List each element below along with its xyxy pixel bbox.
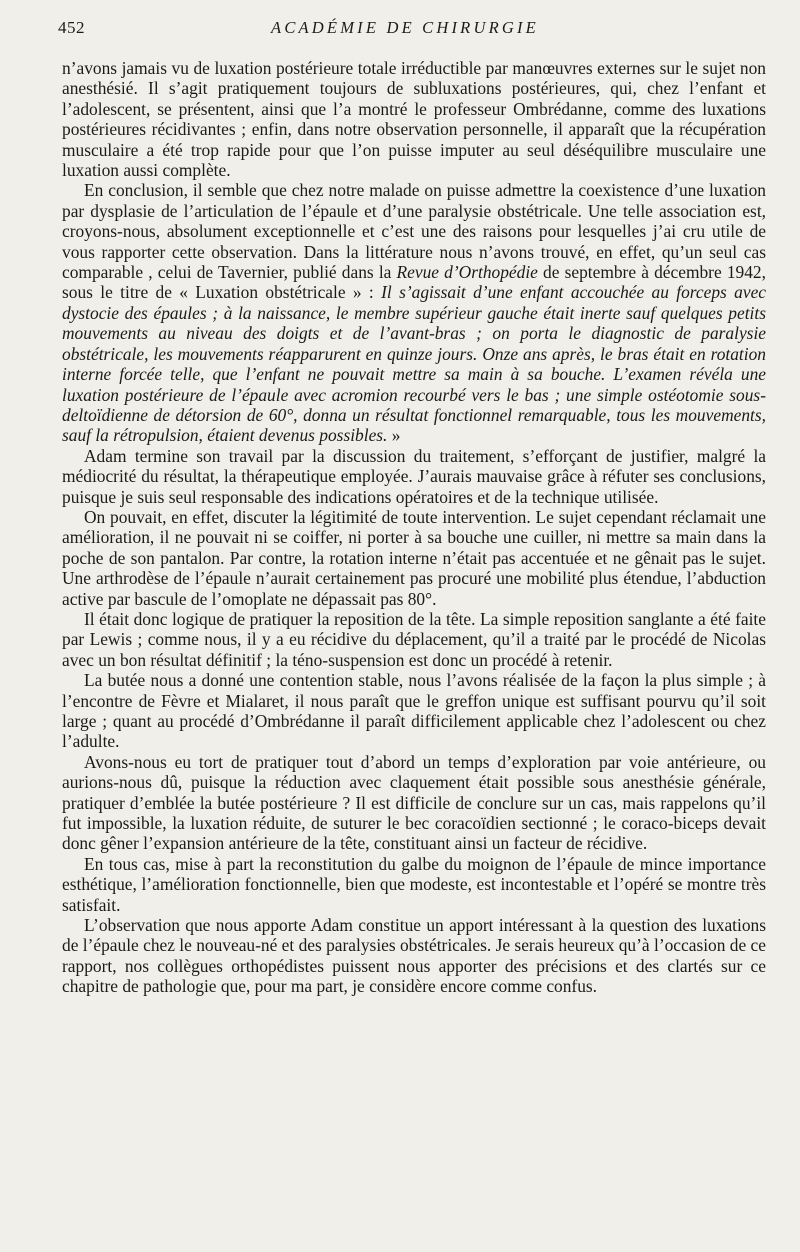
text-segment: Adam termine son travail par la discussion du traitement, s’efforçant de justifier, malgré la médiocrité du résultat, la thérapeutique employée. J’aurais mauvaise grâce à réfuter ses conclusions, puisque je suis seul responsable des indications opératoires et de la technique utilisée. (62, 445, 766, 507)
text-segment: La butée nous a donné une contention stable, nous l’avons réalisée de la façon la plus simple ; à l’encontre de Fèvre et Mialaret, il nous paraît que le greffon unique est suffisant pourvu qu’il soit large ; quant au procédé d’Ombrédanne il paraît difficilement applicable chez l’adolescent ou chez l’adulte. (62, 670, 766, 752)
text-segment: On pouvait, en effet, discuter la légitimité de toute intervention. Le sujet cependant réclamait une amélioration, il ne pouvait ni se coiffer, ni porter à sa bouche une cuiller, ni mettre sa main dans la poche de son pantalon. Par contre, la rotation interne n’était pas accentuée et ne gênait pas le sujet. Une arthrodèse de l’épaule n’aurait certainement pas procuré une mobilité plus étendue, l’abduction active par bascule de l’omoplate ne dépassait pas 80°. (62, 506, 766, 609)
text-segment: Il était donc logique de pratiquer la reposition de la tête. La simple reposition sanglante a été faite par Lewis ; comme nous, il y a eu récidive du déplacement, qu’il a traité par le procédé de Nicolas avec un bon résultat définitif ; la téno-suspension est donc un procédé à retenir. (62, 608, 766, 670)
paragraph (62, 752, 766, 854)
text-segment: L’observation que nous apporte Adam constitue un apport intéressant à la question des luxations de l’épaule chez le nouveau-né et des paralysies obstétricales. Je serais heureux qu’à l’occasion de ce rapport, nos collègues orthopédistes puissent nous apporter des précisions et des clartés sur ce chapitre de pathologie que, pour ma part, je considère encore comme confus. (62, 915, 766, 997)
text-segment: » (387, 425, 401, 446)
paragraph (62, 58, 766, 180)
text-segment: n’avons jamais vu de luxation postérieure totale irréductible par manœuvres externes sur le sujet non anesthésié. Il s’agit pratiquement toujours de subluxations postérieures, qui, chez l’enfant et l’adolescent, se présentent, ainsi que l’a montré le professeur Ombrédanne, comme des luxations postérieures récidivantes ; enfin, dans notre observation personnelle, il apparaît que la récupération musculaire a été trop rapide pour que l’on puisse imputer au seul déséquilibre musculaire une luxation aussi complète. (62, 58, 766, 181)
paragraph (62, 180, 766, 445)
page-number: 452 (58, 18, 85, 37)
paragraph (62, 507, 766, 609)
text-segment: de septembre à décembre 1942, sous le titre de « Luxation obstétricale » : (62, 262, 766, 303)
paragraph (62, 670, 766, 752)
paragraph (62, 446, 766, 507)
body-text (62, 58, 766, 997)
italic-text-segment: Revue d’Orthopédie (396, 262, 538, 283)
text-segment: En conclusion, il semble que chez notre malade on puisse admettre la coexistence d’une luxation par dysplasie de l’articulation de l’épaule et d’une paralysie obstétricale. Une telle association est, croyons-nous, absolument exceptionnelle et c’est une des raisons pour lesquelles j’ai cru utile de vous rapporter cette observation. Dans la littérature nous n’avons trouvé, en effet, qu’un seul cas comparable , celui de Tavernier, publié dans la (62, 180, 766, 283)
running-title: ACADÉMIE DE CHIRURGIE (271, 18, 539, 37)
paragraph (62, 854, 766, 915)
paragraph (62, 915, 766, 997)
text-segment: En tous cas, mise à part la reconstitution du galbe du moignon de l’épaule de mince importance esthétique, l’amélioration fonctionnelle, bien que modeste, est incontestable et l’opéré se montre très satisfait. (62, 853, 766, 915)
page-header (58, 18, 752, 42)
italic-text-segment: Il s’agissait d’une enfant accouchée au forceps avec dystocie des épaules ; à la naissance, le membre supérieur gauche était inerte sauf quelques petits mouvements au niveau des doigts et de l’avant-bras ; on porta le diagnostic de paralysie obstétricale, les mouvements réapparurent en quinze jours. Onze ans après, le bras était en rotation interne forcée telle, que l’enfant ne pouvait mettre sa main à sa bouche. L’examen révéla une luxation postérieure de l’épaule avec acromion recourbé vers le bas ; une simple ostéotomie sous-deltoïdienne de détorsion de 60°, donna un résultat fonctionnel remarquable, tous les mouvements, sauf la rétropulsion, étaient devenus possibles. (62, 282, 767, 446)
text-segment: Avons-nous eu tort de pratiquer tout d’abord un temps d’exploration par voie antérieure, ou aurions-nous dû, puisque la réduction avec claquement était possible sous anesthésie générale, pratiquer d’emblée la butée postérieure ? Il est difficile de conclure sur un cas, mais rappelons qu’il fut impossible, la luxation réduite, de suturer le bec coracoïdien sectionné ; le coraco-biceps devait donc gêner l’expansion antérieure de la tête, constituant ainsi un facteur de récidive. (62, 751, 766, 854)
paragraph (62, 609, 766, 670)
